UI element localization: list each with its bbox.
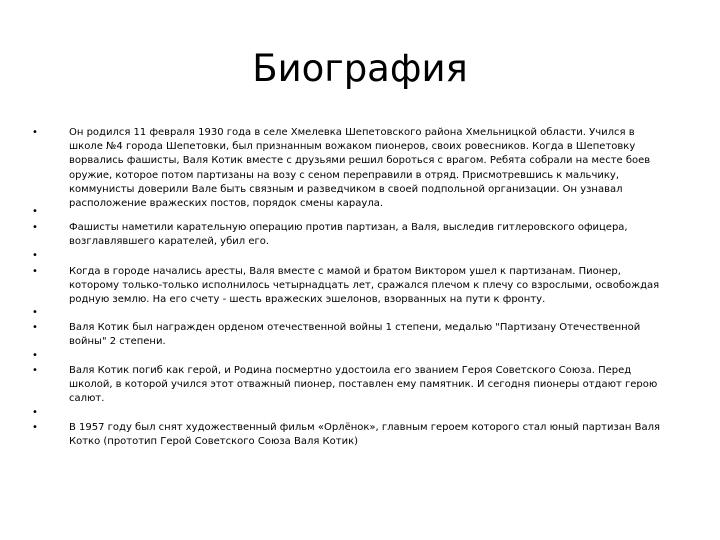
paragraph-text: В 1957 году был снят художественный фильм «Орлёнок», главным героем которого стал юный партизан Валя Котко (прототип Герой Советского Союза Валя Котик)	[69, 422, 661, 448]
paragraph-text: Он родился 11 февраля 1930 года в селе Хмелевка Шепетовского района Хмельницкой области. Учился в школе №4 города Шепетовки, был признанным вожаком пионеров, своих ровесников. Когда в Шепетовку ворвались фашисты, Валя Котик вместе с друзьями решил бороться с врагом. Ребята собрали на месте боев оружие, которое потом партизаны на возу с сеном переправили в отряд. Присмотревшись к мальчику, коммунисты доверили Вале быть связным и разведчиком в своей подпольной организации. Он узнавал расположение вражеских постов, порядок смены караула.	[69, 127, 651, 210]
slide-title: Биография	[252, 47, 468, 90]
bullet-icon: •	[32, 266, 38, 277]
bullet-icon: •	[32, 365, 38, 376]
bullet-icon: •	[32, 206, 38, 217]
bullet-icon: •	[32, 222, 38, 233]
bullet-icon: •	[32, 407, 38, 418]
bullet-icon: •	[32, 322, 38, 333]
bullet-icon: •	[32, 350, 38, 361]
paragraph-text: Фашисты наметили карательную операцию против партизан, а Валя, выследив гитлеровского офицера, возглавлявшего карателей, убил его.	[69, 222, 628, 248]
bullet-icon: •	[32, 307, 38, 318]
bullet-icon: •	[32, 422, 38, 433]
paragraph-text: Валя Котик погиб как герой, и Родина посмертно удостоила его званием Героя Советского Союза. Перед школой, в которой учился этот отважный пионер, поставлен ему памятник. И сегодня пионеры отдают герою салют.	[69, 365, 658, 405]
bullet-icon: •	[32, 127, 38, 138]
bullet-icon: •	[32, 250, 38, 261]
paragraph-text: Валя Котик был награжден орденом отечественной войны 1 степени, медалью "Партизану Отечественной войны" 2 степени.	[69, 322, 641, 348]
paragraph-text: Когда в городе начались аресты, Валя вместе с мамой и братом Виктором ушел к партизанам. Пионер, которому только-только исполнилось четырнадцать лет, сражался плечом к плечу со взрослыми, освобождая родную землю. На его счету - шесть вражеских эшелонов, взорванных на пути к фронту.	[69, 266, 660, 306]
